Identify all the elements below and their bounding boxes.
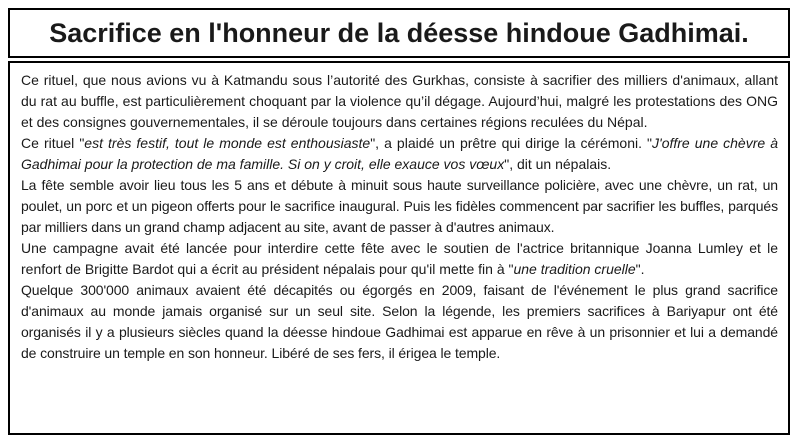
paragraph-4-quote: une tradition cruelle [513,261,636,277]
paragraph-2-quote-1: est très festif, tout le monde est enthousiaste [84,135,371,151]
paragraph-1: Ce rituel, que nous avions vu à Katmandu sous l’autorité des Gurkhas, consiste à sacrifier des milliers d'animaux, allant du rat au buffle, est particulièrement choquant par la violence qu’il dégage. Aujourd’hui, malgré les protestations des ONG et des consignes gouvernementales, il se déroule toujours dans certaines régions reculées du Népal. [21,72,778,130]
paragraph-2-text-e: ", dit un népalais. [504,156,612,172]
paragraph-4 [21,238,778,280]
title-box [8,8,790,58]
paragraph-2-quote-2: J'offre une chèvre à Gadhimai pour la protection de ma famille. Si on y croit, elle exauce vos vœux [21,135,778,172]
paragraph-4-text-c: ". [635,261,645,277]
page-title: Sacrifice en l'honneur de la déesse hindoue Gadhimai. [49,17,749,48]
article-body [8,61,790,435]
paragraph-2-text-c: ", a plaidé un prêtre qui dirige la cérémoni. " [370,135,653,151]
paragraph-2-text-a: Ce rituel " [21,135,85,151]
paragraph-3: La fête semble avoir lieu tous les 5 ans et débute à minuit sous haute surveillance policière, avec une chèvre, un rat, un poulet, un porc et un pigeon offerts pour le sacrifice inaugural. Puis les fidèles commencent par sacrifier les buffles, parqués par milliers dans un grand champ adjacent au site, avant de passer à d'autres animaux. [21,177,778,235]
paragraph-5: Quelque 300'000 animaux avaient été décapités ou égorgés en 2009, faisant de l'événement le plus grand sacrifice d'animaux au monde jamais organisé sur un seul site. Selon la légende, les premiers sacrifices à Bariyapur ont été organisés il y a plusieurs siècles quand la déesse hindoue Gadhimai est apparue en rêve à un prisonnier et lui a demandé de construire un temple en son honneur. Libéré de ses fers, il érigea le temple. [21,282,778,361]
paragraph-2 [21,133,778,175]
paragraph-4-text-a: Une campagne avait été lancée pour interdire cette fête avec le soutien de l'actrice britannique Joanna Lumley et le renfort de Brigitte Bardot qui a écrit au président népalais pour qu'il mette fin à " [21,240,778,277]
